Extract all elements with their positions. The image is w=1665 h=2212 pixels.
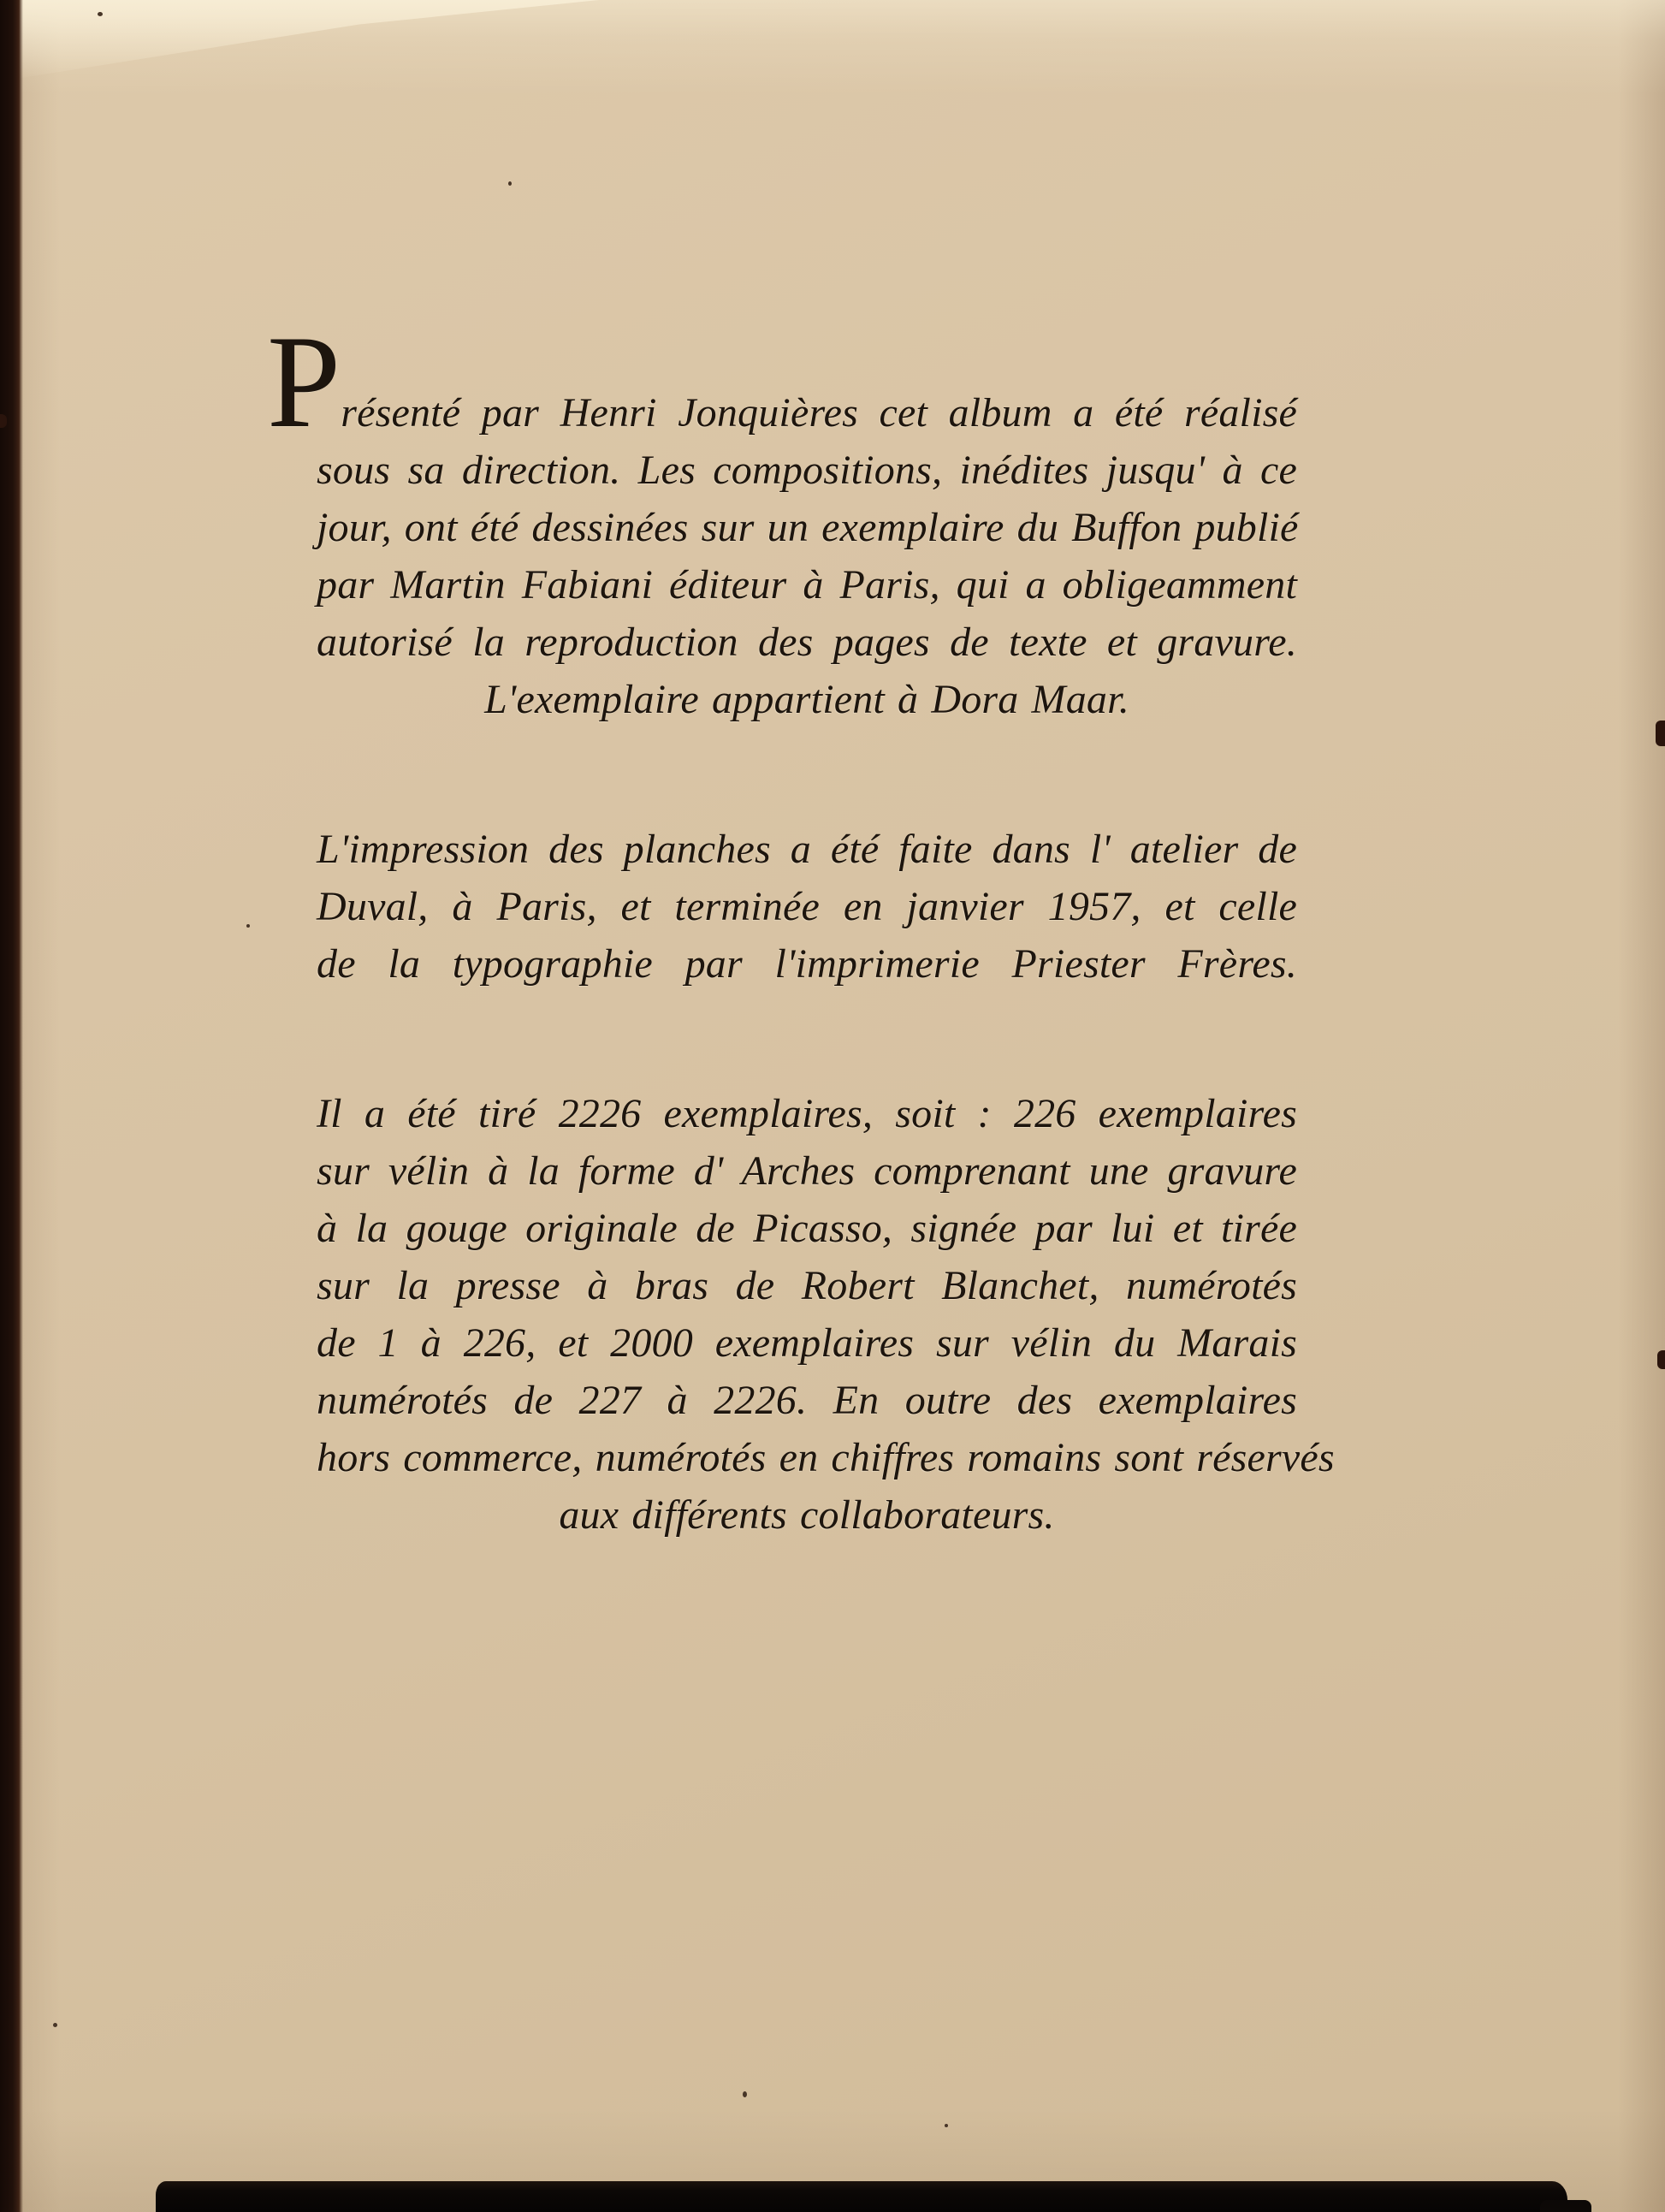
- paper-speck: [945, 2124, 948, 2127]
- text-line: de 1 à 226, et 2000 exemplaires sur vélin du Marais: [317, 1320, 1297, 1366]
- paper-speck: [743, 2091, 747, 2097]
- text-line: numérotés de 227 à 2226. En outre des exemplaires: [317, 1378, 1297, 1423]
- colophon-text: [267, 308, 1335, 1544]
- text-line: hors commerce, numérotés en chiffres romains sont réservés: [317, 1435, 1335, 1480]
- text-line: à la gouge originale de Picasso, signée par lui et tirée: [317, 1206, 1297, 1251]
- text-line: de la typographie par l'imprimerie Priester Frères.: [317, 941, 1297, 987]
- text-line: aux différents collaborateurs.: [559, 1492, 1055, 1538]
- paper-speck: [246, 924, 250, 928]
- text-line: L'exemplaire appartient à Dora Maar.: [484, 677, 1129, 722]
- text-line: jour, ont été dessinées sur un exemplaire du Buffon publié: [317, 505, 1299, 550]
- paragraph-presentation: [267, 308, 1299, 728]
- text-line: L'impression des planches a été faite dans l' atelier de: [317, 827, 1297, 872]
- paper-speck: [53, 2023, 57, 2027]
- scan-edge-nick: [1656, 721, 1665, 746]
- scan-edge-bottom-band: [156, 2181, 1567, 2212]
- scan-edge-nick: [1657, 1350, 1665, 1369]
- text-line: Duval, à Paris, et terminée en janvier 1957, et celle: [317, 884, 1297, 929]
- paper-speck: [98, 12, 103, 16]
- text-line: sous sa direction. Les compositions, inédites jusqu' à ce: [317, 448, 1297, 493]
- text-line: par Martin Fabiani éditeur à Paris, qui a obligeamment: [317, 562, 1297, 608]
- text-line: [267, 308, 1297, 455]
- scan-edge-left: [0, 0, 23, 2212]
- text-line-content: résenté par Henri Jonquières cet album a été réalisé: [341, 390, 1297, 436]
- text-line: sur vélin à la forme d' Arches comprenant une gravure: [317, 1148, 1297, 1194]
- scan-edge-nick: [0, 414, 7, 428]
- text-line: autorisé la reproduction des pages de texte et gravure.: [317, 620, 1297, 665]
- paragraph-tirage: [317, 1085, 1335, 1544]
- paragraph-impression: [317, 821, 1297, 993]
- paper-speck: [508, 181, 512, 186]
- text-line: Il a été tiré 2226 exemplaires, soit : 226 exemplaires: [317, 1091, 1297, 1136]
- text-line: sur la presse à bras de Robert Blanchet, numérotés: [317, 1263, 1297, 1308]
- initial-cap: P: [267, 308, 341, 455]
